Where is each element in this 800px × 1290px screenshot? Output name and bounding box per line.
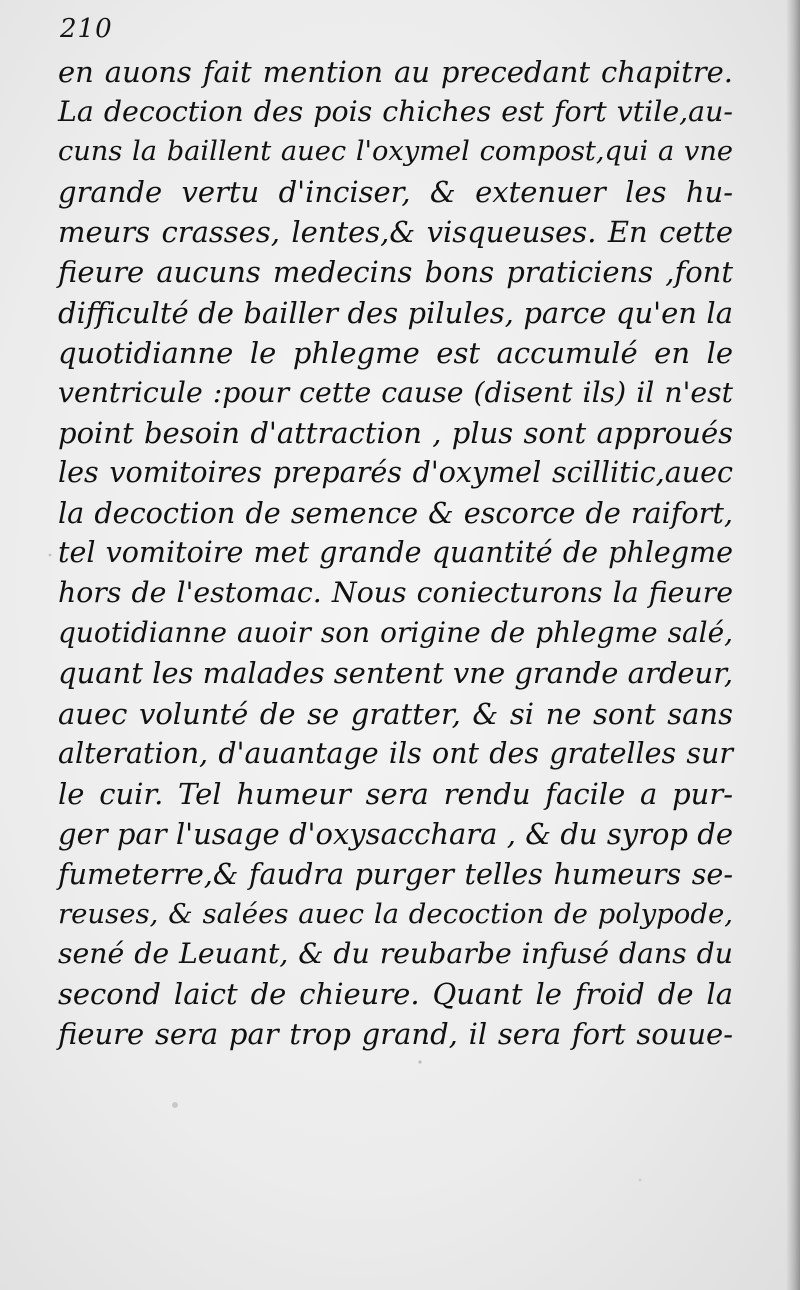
speck (639, 1179, 642, 1182)
text-line: tel vomitoire met grande quantité de phlegme (58, 536, 733, 570)
text-line: la decoction de semence & escorce de raifort, (58, 496, 733, 531)
text-line: le cuir. Tel humeur sera rendu facile a pur- (58, 776, 733, 811)
text-line: meurs crasses, lentes,& visqueuses. En cette (58, 215, 733, 250)
text-line: grande vertu d'inciser, & extenuer les hu- (58, 175, 733, 210)
text-line: point besoin d'attraction , plus sont approués (58, 415, 733, 450)
page-edge-shadow (786, 0, 800, 1290)
page-number: 210 (60, 14, 113, 44)
text-line: fumeterre,& faudra purger telles humeurs se- (58, 856, 733, 891)
text-line: ger par l'usage d'oxysacchara , & du syrop de (58, 816, 733, 851)
text-line: cuns la baillent auec l'oxymel compost,qui a vne (58, 136, 733, 168)
speck (418, 1060, 421, 1063)
text-line: fieure aucuns medecins bons praticiens ,font (58, 255, 733, 290)
text-line: auec volunté de se gratter, & si ne sont sans (58, 696, 733, 731)
text-line: hors de l'estomac. Nous coniecturons la fieure (58, 576, 733, 610)
speck (49, 554, 52, 557)
text-line: les vomitoires preparés d'oxymel scillitic,auec (58, 455, 733, 489)
body-text (58, 52, 733, 1054)
speck (172, 1102, 178, 1108)
text-line: second laict de chieure. Quant le froid de la (58, 977, 733, 1012)
text-line: fieure sera par trop grand, il sera fort souue- (58, 1017, 733, 1052)
text-line: sené de Leuant, & du reubarbe infusé dans du (58, 937, 733, 971)
text-line: quotidianne le phlegme est accumulé en le (58, 335, 733, 370)
text-line: alteration, d'auantage ils ont des gratelles sur (58, 736, 733, 770)
text-line: ventricule :pour cette cause (disent ils) il n'est (58, 375, 733, 409)
text-line: quant les malades sentent vne grande ardeur, (58, 656, 734, 691)
text-line: La decoction des pois chiches est fort vtile,au- (58, 95, 733, 129)
text-line: difficulté de bailler des pilules, parce qu'en la (58, 295, 733, 330)
text-line: quotidianne auoir son origine de phlegme salé, (58, 616, 733, 650)
text-line: reuses, & salées auec la decoction de polypode, (58, 897, 733, 930)
text-line: en auons fait mention au precedant chapitre. (58, 55, 733, 89)
